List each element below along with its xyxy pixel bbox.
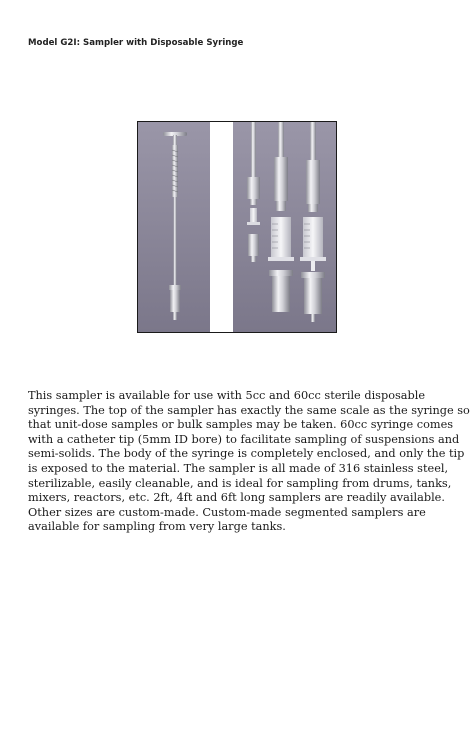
description-line: syringes. The top of the sampler has exactly the same scale as the syringe so [28,403,470,417]
description-line: mixers, reactors, etc. 2ft, 4ft and 6ft long samplers are readily available. [28,491,445,505]
page-title: Model G2I: Sampler with Disposable Syringe [28,38,244,48]
description-line: This sampler is available for use with 5cc and 60cc sterile disposable [28,389,426,402]
sampler-assembled-photo [138,122,210,332]
description-line: sterilizable, easily cleanable, and is ideal for sampling from drums, tanks, [28,476,452,490]
product-description [28,389,470,535]
description-line: semi-solids. The body of the syringe is completely enclosed, and only the tip [28,447,465,461]
description-line: is exposed to the material. The sampler is all made of 316 stainless steel, [28,461,449,475]
description-line: with a catheter tip (5mm ID bore) to facilitate sampling of suspensions and [28,432,460,446]
photo-divider [210,122,233,332]
description-line: that unit-dose samples or bulk samples may be taken. 60cc syringe comes [28,418,454,432]
description-line: Other sizes are custom-made. Custom-made segmented samplers are [28,505,426,519]
sampler-parts-photo [233,122,336,332]
description-line: available for sampling from very large tanks. [28,520,286,534]
product-photo [137,121,337,333]
